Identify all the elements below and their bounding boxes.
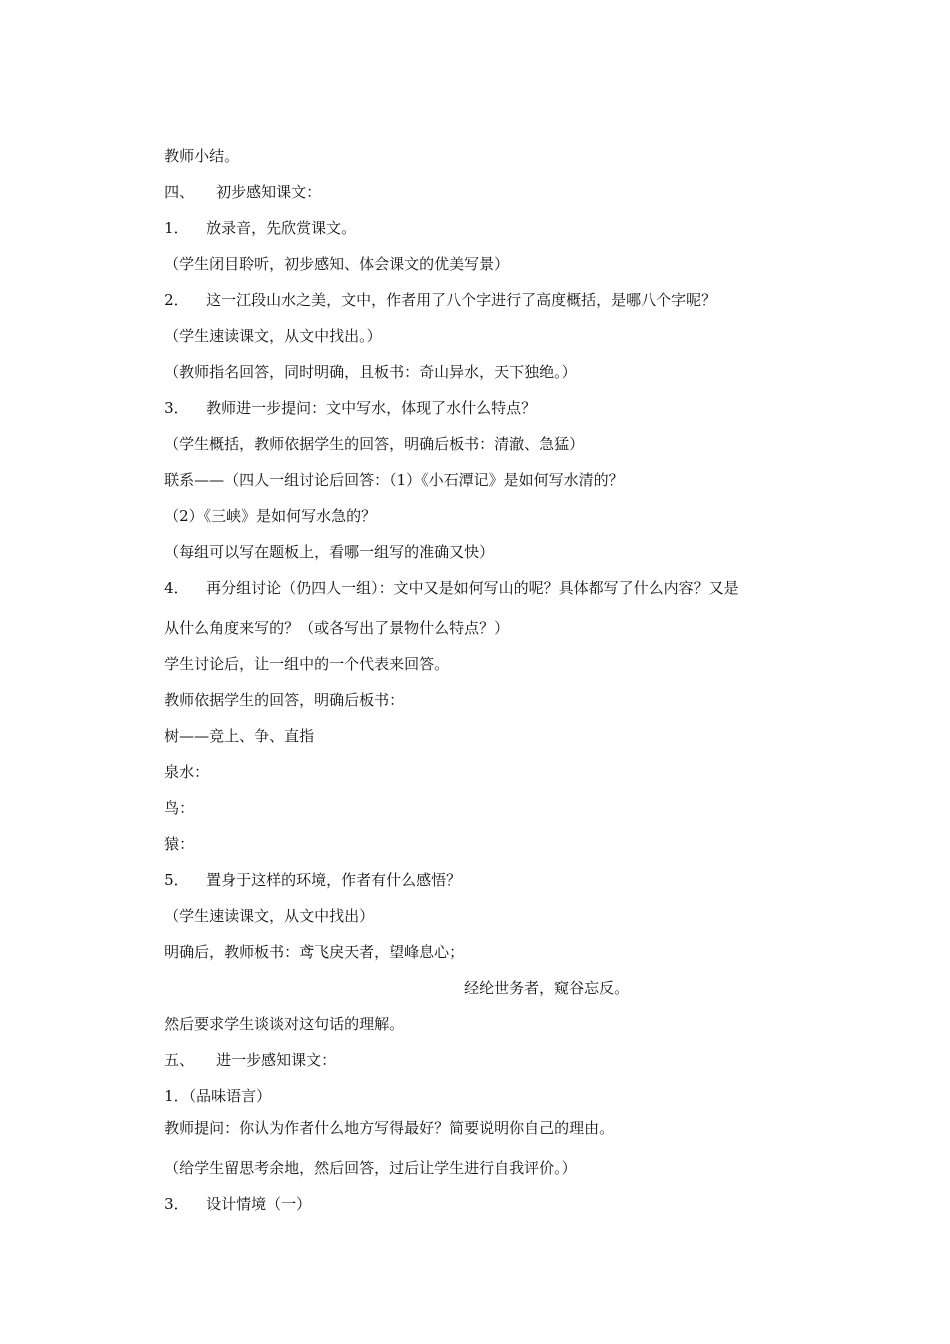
section-title: 进一步感知课文： (216, 1051, 337, 1069)
item-text: 再分组讨论（仍四人一组）：文中又是如何写山的呢？具体都写了什么内容？又是 (206, 579, 739, 597)
text-line: （学生闭目聆听，初步感知、体会课文的优美写景） (164, 255, 510, 273)
text-line: 鸟： (164, 799, 195, 817)
text-line: 1．（品味语言） (164, 1087, 272, 1105)
item-text: 放录音，先欣赏课文。 (206, 219, 357, 237)
text-line: 教师小结。 (164, 147, 240, 165)
item-number: 1． (164, 219, 189, 237)
item-number: 3． (164, 1195, 189, 1213)
section-title: 初步感知课文： (216, 183, 322, 201)
text-line: 猿： (164, 835, 195, 853)
text-line: 学生讨论后，让一组中的一个代表来回答。 (164, 655, 450, 673)
section-number: 五、 (164, 1051, 195, 1069)
item-number: 5． (164, 871, 189, 889)
text-line-indented: 经纶世务者，窥谷忘反。 (464, 979, 630, 997)
text-line: （学生速读课文，从文中找出。） (164, 327, 382, 345)
item-text: 教师进一步提问：文中写水，体现了水什么特点？ (206, 399, 537, 417)
text-line: 树——竞上、争、直指 (164, 727, 315, 745)
text-line: （教师指名回答，同时明确，且板书：奇山异水，天下独绝。） (164, 363, 577, 381)
text-line: 教师提问：你认为作者什么地方写得最好？简要说明你自己的理由。 (164, 1119, 615, 1137)
numbered-item (145, 1174, 311, 1234)
text-line: （每组可以写在题板上，看哪一组写的准确又快） (164, 543, 495, 561)
text-line: 从什么角度来写的？（或各写出了景物什么特点？） (164, 619, 510, 637)
item-number: 4． (164, 579, 189, 597)
item-number: 3． (164, 399, 189, 417)
item-number: 2． (164, 291, 189, 309)
text-line: （学生概括，教师依据学生的回答，明确后板书：清澈、急猛） (164, 435, 585, 453)
text-line: 然后要求学生谈谈对这句话的理解。 (164, 1015, 405, 1033)
text-line: 教师依据学生的回答，明确后板书： (164, 691, 405, 709)
text-line: （学生速读课文，从文中找出） (164, 907, 375, 925)
text-line: 联系——（四人一组讨论后回答：（1）《小石潭记》是如何写水清的？ (164, 471, 624, 489)
section-number: 四、 (164, 183, 195, 201)
text-line: （给学生留思考余地，然后回答，过后让学生进行自我评价。） (164, 1159, 577, 1177)
text-line: 明确后，教师板书：鸢飞戾天者，望峰息心； (164, 943, 465, 961)
text-line: 泉水： (164, 763, 210, 781)
item-text: 这一江段山水之美，文中，作者用了八个字进行了高度概括，是哪八个字呢？ (206, 291, 717, 309)
text-line: （2）《三峡》是如何写水急的？ (164, 507, 377, 525)
item-text: 置身于这样的环境，作者有什么感悟？ (206, 871, 462, 889)
item-text: 设计情境（一） (206, 1195, 312, 1213)
